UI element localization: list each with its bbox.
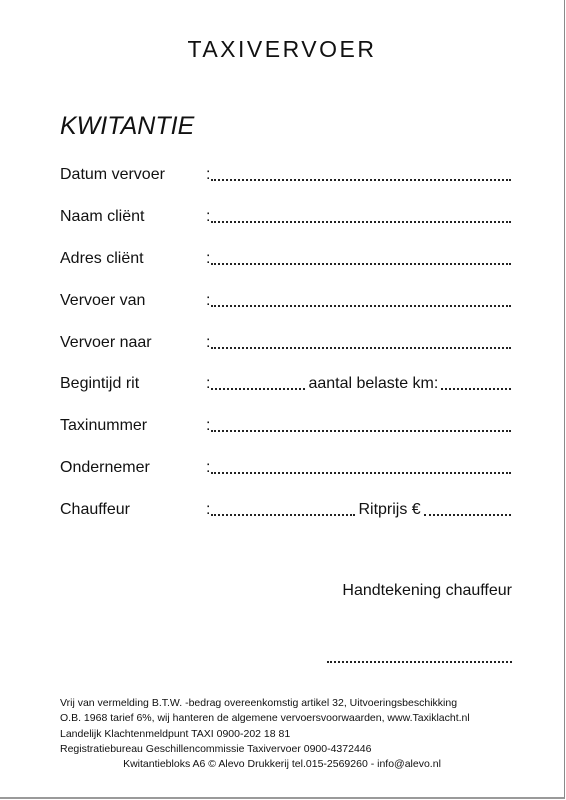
field-naam-client xyxy=(60,206,512,228)
field-input-km[interactable] xyxy=(441,373,511,390)
colon: : xyxy=(206,292,211,309)
field-begintijd-rit xyxy=(60,373,512,395)
footer-line-3: Landelijk Klachtenmeldpunt TAXI 0900-202 18 81 xyxy=(60,728,291,740)
field-label: Adres cliënt xyxy=(60,250,144,267)
dotted-line xyxy=(211,457,511,474)
dotted-line xyxy=(211,415,511,432)
field-input-begintijd-rit[interactable] xyxy=(206,373,512,395)
field-label: Begintijd rit xyxy=(60,375,140,392)
colon: : xyxy=(206,166,211,183)
dotted-line xyxy=(211,373,305,390)
field-label: Naam cliënt xyxy=(60,208,145,225)
footer-line-1: Vrij van vermelding B.T.W. -bedrag overeenkomstig artikel 32, Uitvoeringsbeschikking xyxy=(60,697,458,709)
form-heading: KWITANTIE xyxy=(60,112,195,140)
colon: : xyxy=(206,459,211,476)
footer-line-4: Registratiebureau Geschillencommissie Taxivervoer 0900-4372446 xyxy=(60,743,372,755)
field-ondernemer xyxy=(60,457,512,479)
field-input-naam-client[interactable] xyxy=(206,206,512,228)
field-label-ritprijs: Ritprijs € xyxy=(358,501,421,518)
field-input-ritprijs[interactable] xyxy=(424,499,511,516)
colon: : xyxy=(206,417,211,434)
colon: : xyxy=(206,375,211,392)
field-label: Vervoer naar xyxy=(60,334,152,351)
field-label: Datum vervoer xyxy=(60,166,165,183)
field-label: Vervoer van xyxy=(60,292,146,309)
field-datum-vervoer xyxy=(60,164,512,186)
dotted-line xyxy=(211,206,511,223)
colon: : xyxy=(206,208,211,225)
dotted-line xyxy=(211,290,511,307)
field-input-vervoer-naar[interactable] xyxy=(206,332,512,354)
field-input-vervoer-van[interactable] xyxy=(206,290,512,312)
field-input-chauffeur[interactable] xyxy=(206,499,512,521)
field-taxinummer xyxy=(60,415,512,437)
signature-label: Handtekening chauffeur xyxy=(342,582,512,599)
dotted-line xyxy=(211,164,511,181)
field-input-ondernemer[interactable] xyxy=(206,457,512,479)
colon: : xyxy=(206,501,211,518)
colon: : xyxy=(206,250,211,267)
field-vervoer-van xyxy=(60,290,512,312)
dotted-line xyxy=(211,248,511,265)
field-adres-client xyxy=(60,248,512,270)
dotted-line xyxy=(211,499,355,516)
field-label-km: aantal belaste km: xyxy=(308,375,439,392)
field-input-adres-client[interactable] xyxy=(206,248,512,270)
field-chauffeur xyxy=(60,499,512,521)
footer-line-2: O.B. 1968 tarief 6%, wij hanteren de algemene vervoersvoorwaarden, www.Taxiklacht.nl xyxy=(60,712,470,724)
field-label: Ondernemer xyxy=(60,459,150,476)
page-title: TAXIVERVOER xyxy=(187,36,377,62)
colon: : xyxy=(206,334,211,351)
signature-line[interactable] xyxy=(327,647,512,663)
footer-line-5: Kwitantiebloks A6 © Alevo Drukkerij tel.015-2569260 - info@alevo.nl xyxy=(123,758,441,770)
field-input-taxinummer[interactable] xyxy=(206,415,512,437)
dotted-line xyxy=(211,332,511,349)
field-vervoer-naar xyxy=(60,332,512,354)
field-label: Taxinummer xyxy=(60,417,148,434)
field-label: Chauffeur xyxy=(60,501,130,518)
field-input-datum-vervoer[interactable] xyxy=(206,164,512,186)
